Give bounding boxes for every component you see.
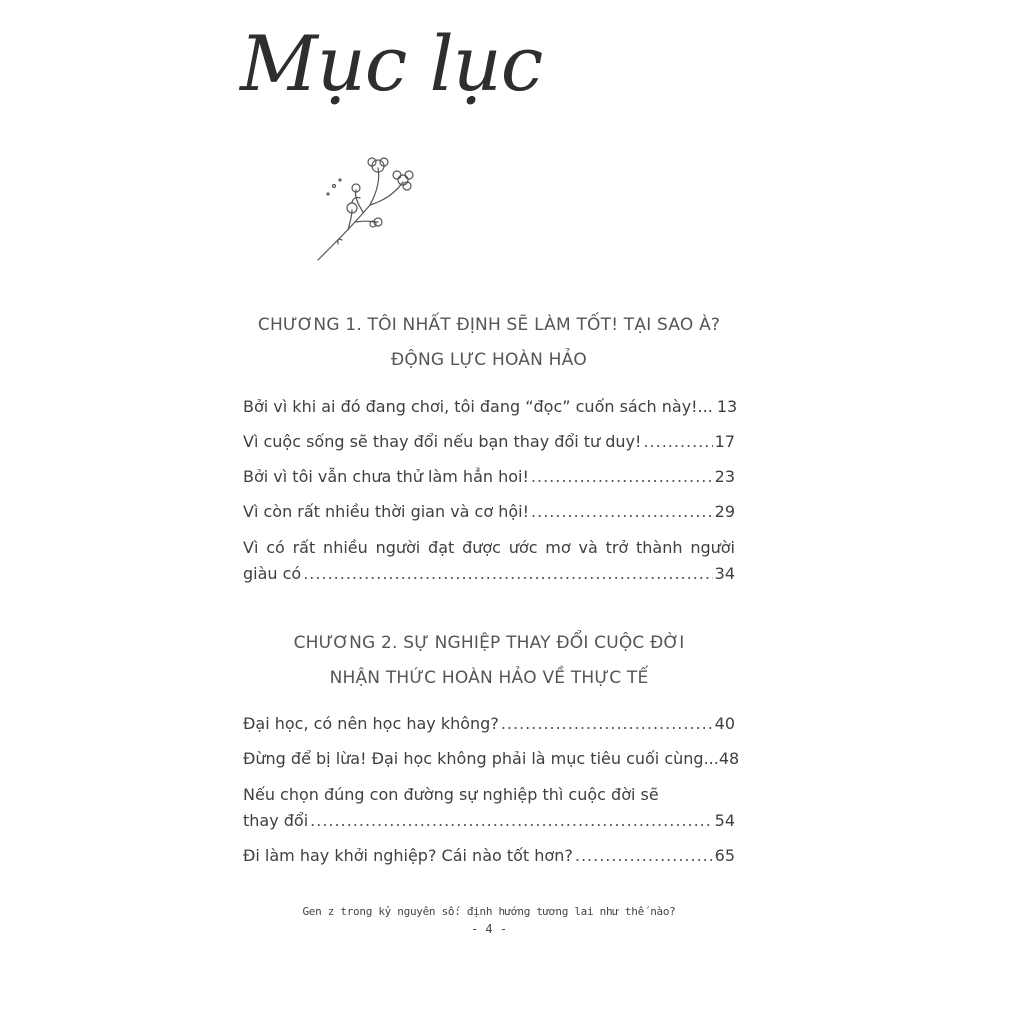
toc-entry[interactable] [243,843,735,869]
toc-entry-page: 65 [714,846,735,865]
dot-leader [501,711,713,737]
toc-entry-title: Vì có rất nhiều người đạt được ước mơ và trở thành người [243,538,735,557]
toc-entry[interactable] [243,394,738,420]
toc-entry-page: 23 [714,467,735,486]
toc-entry-page: 17 [714,432,735,451]
chapter-1-subheading: ĐỘNG LỰC HOÀN HẢO [391,350,587,370]
chapter-2-heading: CHƯƠNG 2. SỰ NGHIỆP THAY ĐỔI CUỘC ĐỜI [293,633,685,653]
toc-entry-title: Đi làm hay khởi nghiệp? Cái nào tốt hơn? [243,846,573,865]
toc-entry-page: 48 [718,749,740,768]
toc-entry-page: 29 [714,502,735,521]
toc-entry-title: Vì cuộc sống sẽ thay đổi nếu bạn thay đổi tư duy! [243,432,642,451]
toc-entry-title: Nếu chọn đúng con đường sự nghiệp thì cuộc đời sẽ [243,785,659,804]
toc-entry[interactable] [243,499,735,525]
toc-entry-title: Đừng để bị lừa! Đại học không phải là mục tiêu cuối cùng... [243,749,719,768]
chapter-2-subheading: NHẬN THỨC HOÀN HẢO VỀ THỰC TẾ [329,668,649,688]
toc-entry-title: Vì còn rất nhiều thời gian và cơ hội! [243,502,530,521]
dot-leader [575,843,713,869]
toc-entry[interactable] [243,535,735,587]
toc-entry[interactable] [243,782,735,834]
toc-entry[interactable] [243,746,740,772]
toc-entry-title-continued: giàu có [243,564,302,583]
toc-entry[interactable] [243,429,735,455]
page-title: Mục lục [240,19,543,108]
running-footer-title: Gen z trong kỷ nguyên số: định hướng tương lai như thế nào? [302,905,676,918]
dot-leader [531,499,713,525]
toc-entry-page: 54 [714,811,735,830]
toc-entry-page: 13 [716,397,738,416]
dot-leader [303,561,712,587]
toc-entry-page: 34 [714,564,735,583]
toc-entry-title: Bởi vì tôi vẫn chưa thử làm hẳn hoi! [243,467,529,486]
toc-entry[interactable] [243,464,735,490]
chapter-1-heading: CHƯƠNG 1. TÔI NHẤT ĐỊNH SẼ LÀM TỐT! TẠI SAO À? [257,315,721,335]
toc-entry-page: 40 [714,714,735,733]
dot-leader [643,429,712,455]
dot-leader [310,808,712,834]
toc-entry[interactable] [243,711,735,737]
toc-entry-title-continued: thay đổi [243,811,309,830]
page-number: - 4 - [470,922,508,936]
flower-illustration-icon [308,150,428,265]
toc-entry-title: Đại học, có nên học hay không? [243,714,499,733]
dot-leader [531,464,713,490]
toc-entry-title: Bởi vì khi ai đó đang chơi, tôi đang “đọc” cuốn sách này!... [243,397,713,416]
